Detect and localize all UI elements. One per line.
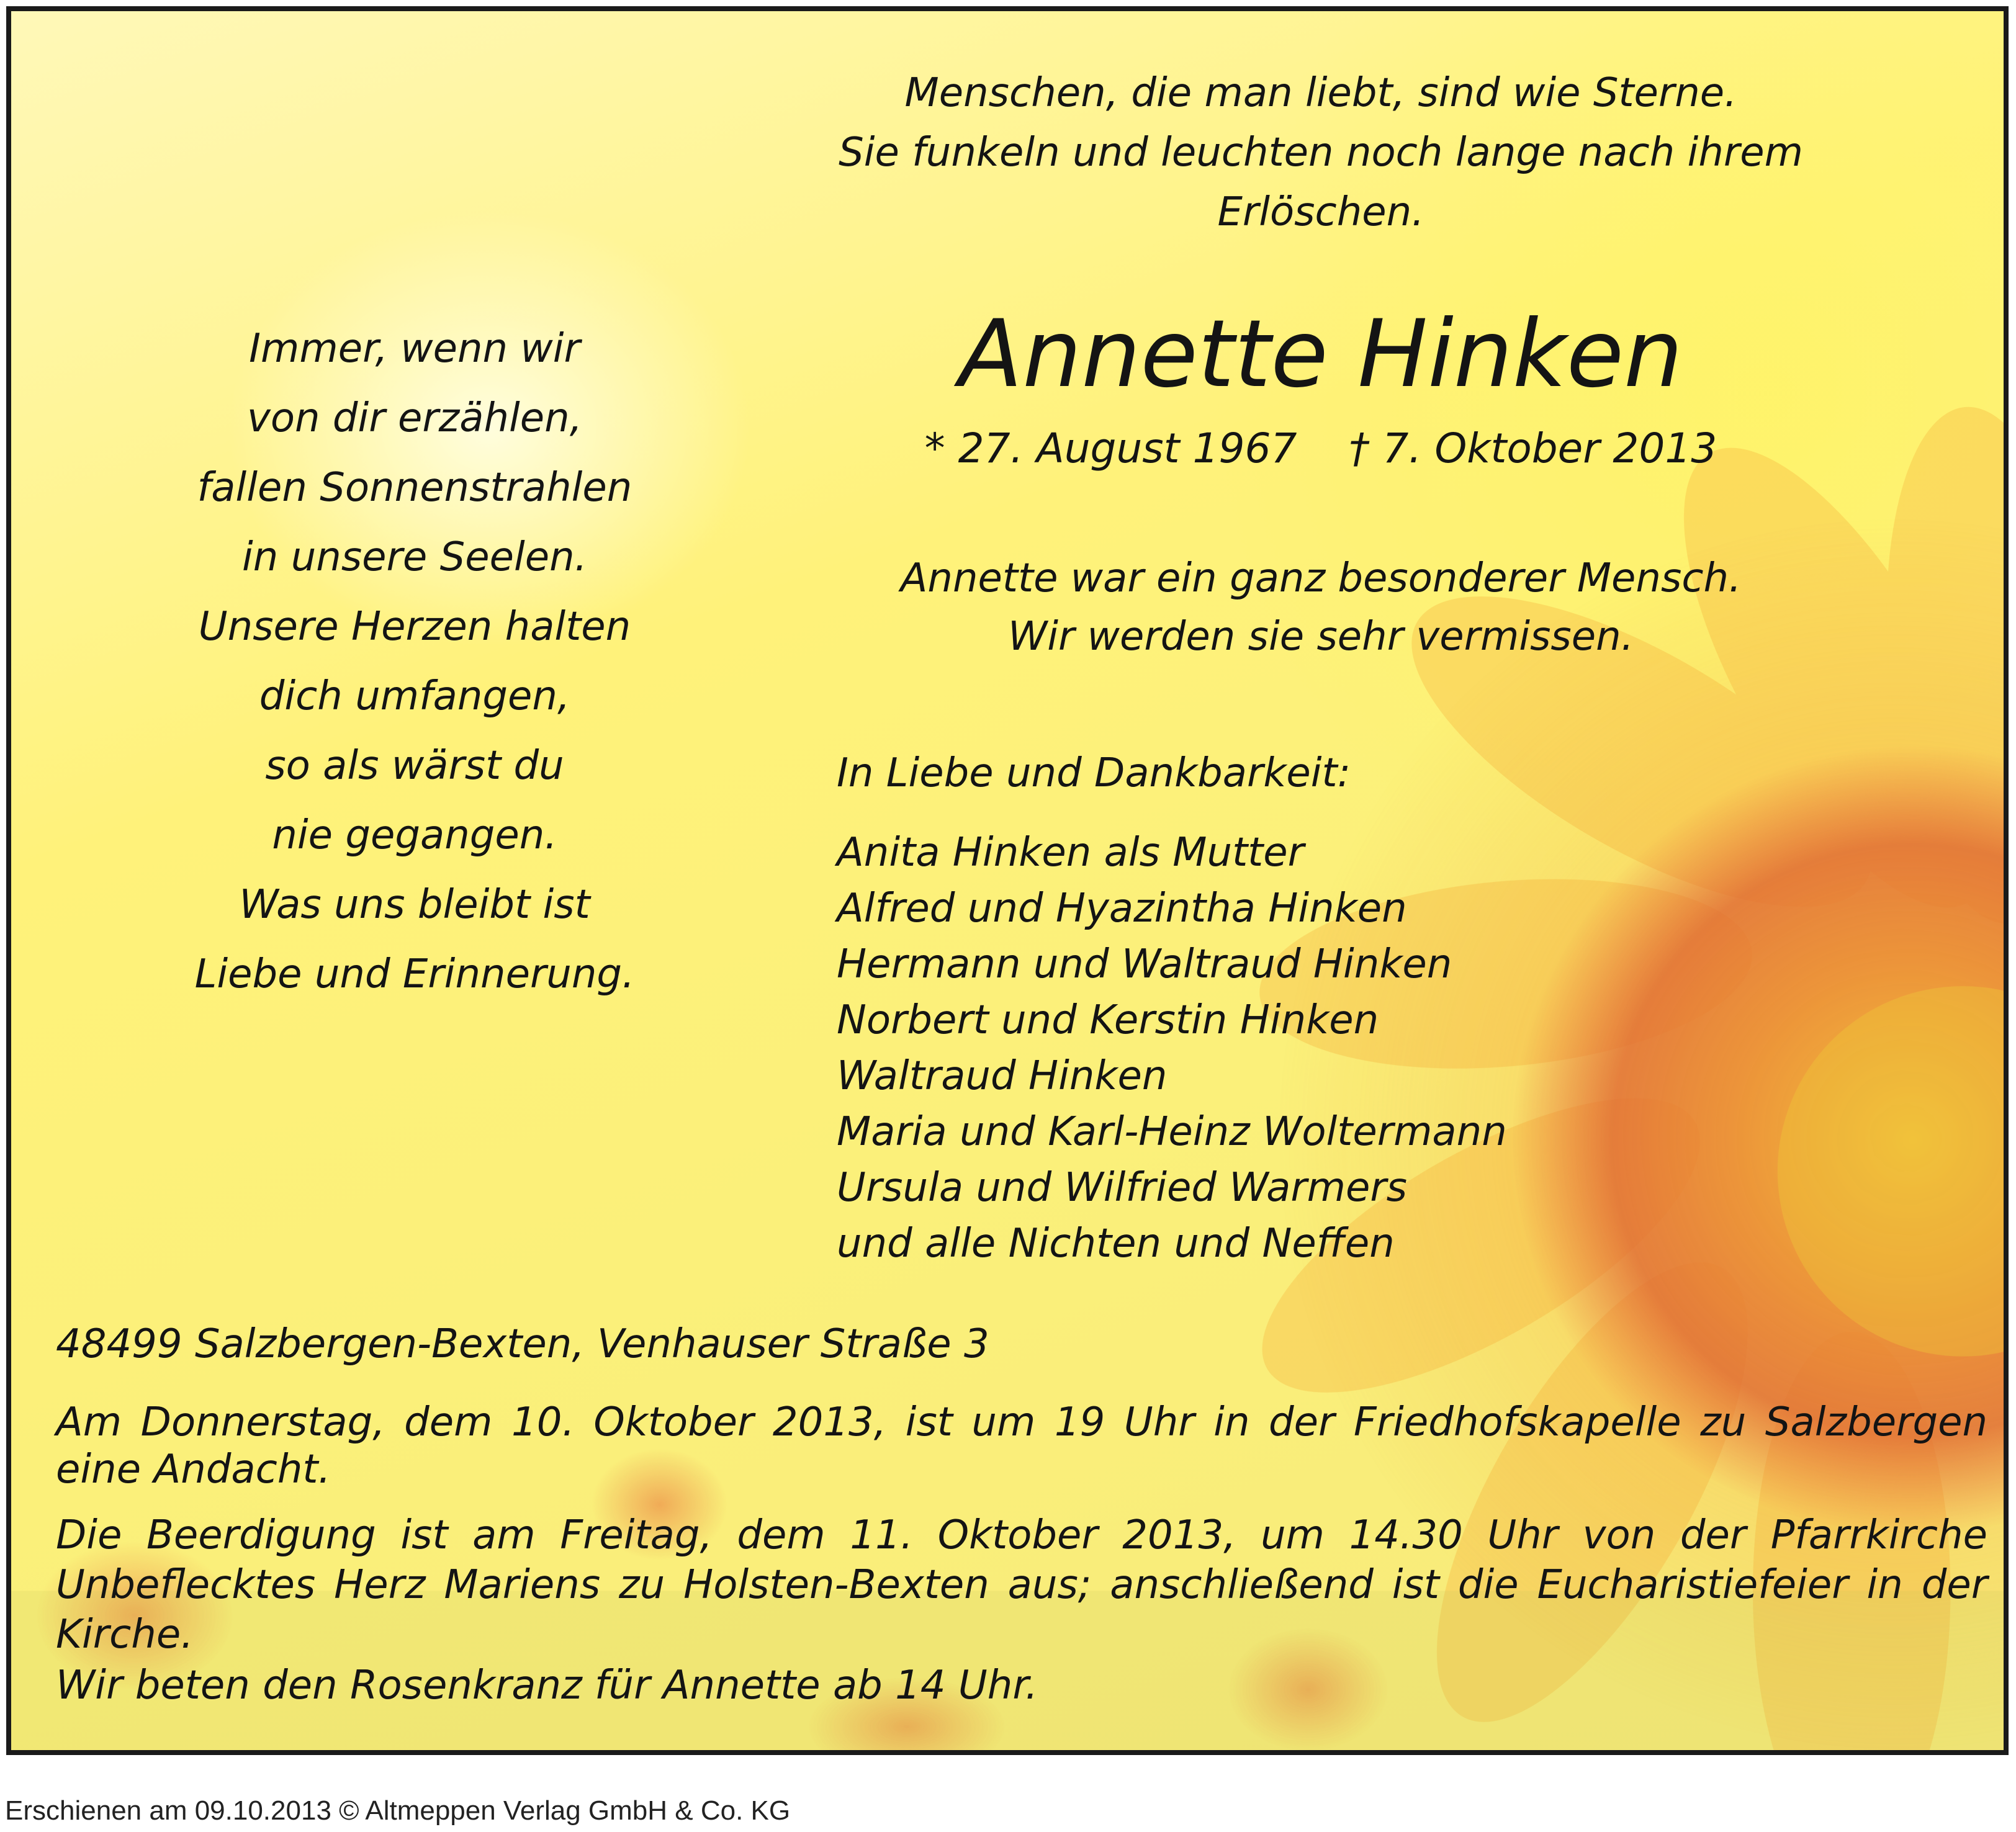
poem-line-8: nie gegangen.: [272, 812, 557, 858]
mourner-6: Maria und Karl-Heinz Woltermann: [837, 1109, 1507, 1155]
poem-line-2: von dir erzählen,: [246, 395, 583, 441]
rosary-line: Wir beten den Rosenkranz für Annette ab 14 Uhr.: [56, 1663, 1038, 1709]
deceased-dates: * 27. August 1967 † 7. Oktober 2013: [924, 424, 1717, 472]
poem-line-9: Was uns bleibt ist: [239, 882, 590, 928]
quote-line-3: Erlöschen.: [1217, 189, 1424, 235]
mourner-3: Hermann und Waltraud Hinken: [837, 941, 1452, 987]
quote-line-2: Sie funkeln und leuchten noch lange nach ihrem: [839, 130, 1803, 176]
poem-line-10: Liebe und Erinnerung.: [194, 951, 635, 997]
poem-line-4: in unsere Seelen.: [242, 534, 587, 580]
burial-line-2: Unbeflecktes Herz Mariens zu Holsten-Bexten aus; anschließend ist die Eucharistiefeier in der: [56, 1562, 1987, 1608]
andacht-line-1: Am Donnerstag, dem 10. Oktober 2013, ist um 19 Uhr in der Friedhofskapelle zu Salzbergen: [56, 1399, 1987, 1445]
remembrance-line-2: Wir werden sie sehr vermissen.: [1007, 614, 1634, 660]
mourners-heading: In Liebe und Dankbarkeit:: [837, 750, 1351, 796]
poem-line-6: dich umfangen,: [259, 673, 570, 719]
deceased-name: Annette Hinken: [958, 300, 1683, 408]
poem-line-3: fallen Sonnenstrahlen: [197, 465, 632, 511]
remembrance-line-1: Annette war ein ganz besonderer Mensch.: [900, 555, 1742, 601]
burial-line-1: Die Beerdigung ist am Freitag, dem 11. Oktober 2013, um 14.30 Uhr von der Pfarrkirche: [56, 1512, 1987, 1558]
burial-line-3: Kirche.: [56, 1612, 194, 1658]
address: 48499 Salzbergen-Bexten, Venhauser Straße 3: [56, 1321, 989, 1367]
quote-line-1: Menschen, die man liebt, sind wie Sterne.: [904, 70, 1737, 116]
mourner-2: Alfred und Hyazintha Hinken: [837, 886, 1407, 932]
mourner-5: Waltraud Hinken: [837, 1053, 1168, 1099]
mourner-8: und alle Nichten und Neffen: [837, 1221, 1395, 1267]
poem-line-7: so als wärst du: [265, 743, 564, 789]
obituary-card: [6, 6, 2009, 1755]
andacht-line-2: eine Andacht.: [56, 1447, 331, 1493]
publication-footer: Erschienen am 09.10.2013 © Altmeppen Verlag GmbH & Co. KG: [5, 1795, 791, 1826]
mourner-1: Anita Hinken als Mutter: [837, 830, 1304, 876]
poem-line-1: Immer, wenn wir: [249, 326, 580, 372]
mourner-4: Norbert und Kerstin Hinken: [837, 997, 1379, 1043]
poem-line-5: Unsere Herzen halten: [198, 604, 631, 650]
mourner-7: Ursula und Wilfried Warmers: [837, 1165, 1407, 1211]
